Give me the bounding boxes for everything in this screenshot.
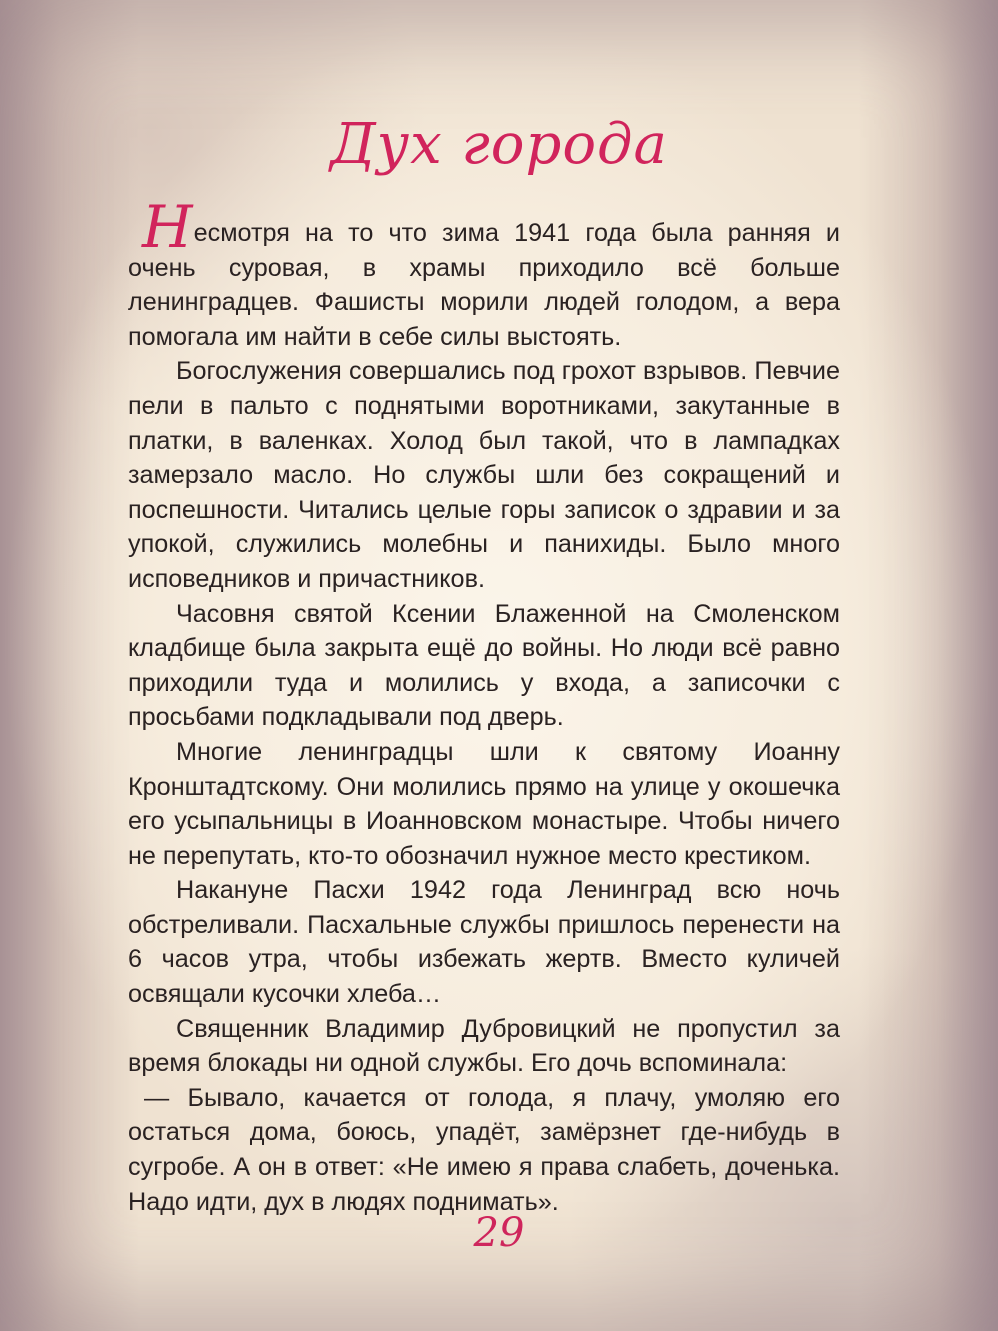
- body-text: [128, 193, 840, 1219]
- paragraph-3: Часовня святой Ксении Блаженной на Смоленском кладбище была закрыта ещё до войны. Но люди всё равно приходили туда и молились у входа, а записочки с просьбами подкладывали под дверь.: [128, 599, 840, 732]
- paragraph-4: Многие ленинградцы шли к святому Иоанну Кронштадтскому. Они молились прямо на улице у окошечка его усыпальницы в Иоанновском монастыре. Чтобы ничего не перепутать, кто-то обозначил нужное место крестиком.: [128, 737, 840, 870]
- paragraph-2: Богослужения совершались под грохот взрывов. Певчие пели в пальто с поднятыми воротниками, закутанные в платки, в валенках. Холод был такой, что в лампадках замерзало масло. Но службы шли без сокращений и поспешности. Читались целые горы записок о здравии и за упокой, служились молебны и панихиды. Было много исповедников и причастников.: [128, 357, 840, 593]
- paragraph-1: [128, 193, 840, 354]
- page-title: Дух города: [330, 112, 668, 177]
- page-number: 29: [473, 1210, 525, 1256]
- paragraph-6: Священник Владимир Дубровицкий не пропустил за время блокады ни одной службы. Его дочь вспоминала:: [128, 1014, 840, 1078]
- paragraph-7-quote: — Бывало, качается от голода, я плачу, умоляю его остаться дома, боюсь, упадёт, замёрзнет где-нибудь в сугробе. А он в ответ: «Не имею я права слабеть, доченька. Надо идти, дух в людях поднимать».: [128, 1083, 840, 1216]
- paragraph-1-text: есмотря на то что зима 1941 года была ранняя и очень суровая, в храмы приходило всё больше ленинградцев. Фашисты морили людей голодом, а вера помогала им найти в себе силы выстоять.: [128, 219, 840, 351]
- drop-cap: Н: [142, 193, 193, 261]
- paragraph-5: Накануне Пасхи 1942 года Ленинград всю ночь обстреливали. Пасхальные службы пришлось перенести на 6 часов утра, чтобы избежать жертв. Вместо куличей освящали кусочки хлеба…: [128, 876, 840, 1009]
